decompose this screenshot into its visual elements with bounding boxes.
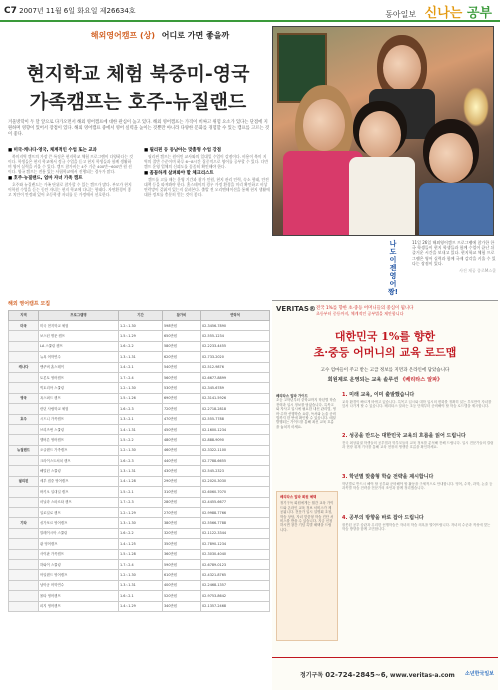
caption-char: 젠 [389, 264, 397, 272]
photo-caption [412, 240, 496, 273]
table-cell: 02-512-9876 [201, 362, 270, 372]
table-cell: 기타 [9, 518, 39, 528]
table-row [9, 424, 270, 434]
ad-question [342, 391, 494, 426]
table-cell: 540만원 [163, 362, 201, 372]
photo-vertical-caption [378, 240, 408, 296]
table-cell: 영국 [9, 393, 39, 403]
table-cell: 02-555-1234 [201, 331, 270, 341]
table-cell: 02-6789-0123 [201, 559, 270, 569]
table-cell: 360만원 [163, 549, 201, 559]
table-cell: 02-1122-3344 [201, 528, 270, 538]
table-cell: 02-345-6789 [201, 383, 270, 393]
table-cell: 02-2718-2818 [201, 404, 270, 414]
table-row [9, 383, 270, 393]
shirt [419, 183, 493, 236]
ad-question [342, 432, 494, 467]
photo-credit: 사진 제공 종로M스쿨 [459, 268, 496, 274]
table-cell: 1.5∼2.1 [119, 487, 163, 497]
article-kicker [60, 30, 260, 41]
table-cell [9, 549, 39, 559]
table-cell: 1.5∼1.29 [119, 331, 163, 341]
table-cell: 1.5∼1.28 [119, 549, 163, 559]
table-cell: 1.6∼2.1 [119, 591, 163, 601]
ad-subtitle: 고수 엄마들이 주고 받는 고급 정보를 지면과 온라인에 담았습니다 [320, 368, 450, 373]
table-cell [9, 352, 39, 362]
table-cell [9, 404, 39, 414]
table-cell: 610만원 [163, 570, 201, 580]
table-cell: 1.3∼1.31 [119, 352, 163, 362]
table-row [9, 559, 270, 569]
face [383, 45, 421, 91]
table-cell [9, 341, 39, 351]
table-cell: 350만원 [163, 539, 201, 549]
table-cell: 1.7∼2.4 [119, 559, 163, 569]
table-cell: 미국 [9, 321, 39, 331]
table-cell: 사이판 가족캠프 [39, 549, 119, 559]
table-cell: 1.6∼2.2 [119, 528, 163, 538]
ad-question-text: 교육 환경이 빠르게 바뀌고 있습니다. 특목고 입시와 대학 입시의 변화를 정확히 읽는 부모만이 자녀를 앞서 나가게 할 수 있습니다. 베리타스 알파는 초등 단계부터 준비해야 할 학습 로드맵을 제시합니다. [342, 400, 492, 409]
table-cell: 650만원 [163, 331, 201, 341]
table-cell [9, 508, 39, 518]
table-cell: 옥스퍼드 캠프 [39, 393, 119, 403]
table-row [9, 331, 270, 341]
table-cell: 02-7890-1234 [201, 539, 270, 549]
table-cell: 02-888-9090 [201, 435, 270, 445]
table-cell: 02-3141-5926 [201, 393, 270, 403]
table-cell: 02-7788-6655 [201, 456, 270, 466]
table-row [9, 528, 270, 538]
ad-questions [342, 391, 494, 653]
table-cell [9, 539, 39, 549]
column-header: 기간 [119, 311, 163, 321]
table-row [9, 591, 270, 601]
table-row [9, 570, 270, 580]
table-cell: 1.4∼2.1 [119, 362, 163, 372]
ad-cta-prefix: 회원제로 운영되는 교육 솔루션 [327, 377, 399, 383]
table-cell: 1.5∼1.26 [119, 393, 163, 403]
ad-question-number: 4. [342, 515, 348, 521]
table-cell [9, 601, 39, 611]
table-cell: 1.4∼1.28 [119, 476, 163, 486]
table-row [9, 539, 270, 549]
table-cell [9, 580, 39, 590]
table-row [9, 445, 270, 455]
table-cell: 340만원 [163, 601, 201, 611]
section-heading: ■ 필리핀 등 동남아는 맞춤형 수업 강점 [144, 148, 221, 153]
table-cell: 02-4321-8765 [201, 570, 270, 580]
veritas-ad [272, 300, 498, 690]
table-cell: 530만원 [163, 383, 201, 393]
table-cell: 02-6677-8899 [201, 372, 270, 382]
series-tag: 해외영어캠프 (상) [90, 31, 155, 40]
issue-number: 제26634호 [99, 7, 136, 15]
table-cell: 02-2468-1357 [201, 580, 270, 590]
article-photo [272, 26, 494, 236]
ad-box-text: 정기구독 회원에게는 월간 교육 가이드와 온라인 교육 정보 서비스가 제공됩니다. 전문가 입시 설명회 초청, 학습 상담, 자녀 맞춤형 학습 진단 서비스를 받을 수 있습니다. 지금 신청하시면 창간 기념 특별 혜택을 드립니다. [280, 501, 334, 532]
table-cell [9, 466, 39, 476]
table-cell: 피지 영어캠프 [39, 601, 119, 611]
section-text: 필리핀 캠프는 원어민 교사와의 일대일 수업이 강점이다. 비용이 북미 지역의 절반 수준이며 하루 6∼8시간 집중적으로 영어를 공부할 수 있다. 다만 캠프 운영 업체의 신뢰도를 꼼꼼히 확인해야 한다. [144, 154, 268, 169]
table-cell: 1.2∼1.30 [119, 383, 163, 393]
table-cell: 02-733-2020 [201, 352, 270, 362]
page-header [0, 0, 500, 22]
table-cell [9, 456, 39, 466]
table-row [9, 476, 270, 486]
table-cell: 320만원 [163, 528, 201, 538]
kicker-text: 어디로 가면 좋을까 [161, 31, 230, 40]
article-column-2 [144, 146, 270, 280]
ad-title-line-2: 초·중등 어머니의 교육 로드맵 [313, 346, 457, 359]
table-cell: 1.6∼2.2 [119, 341, 163, 351]
newspaper-name: 동아일보 [385, 10, 417, 19]
section-text: 호주와 뉴질랜드는 가족 단위로 참가할 수 있는 캠프가 많다. 부모가 현지 어학원 수업을 듣는 동안 자녀는 현지 학교에 다니는 형태다. 자연환경이 좋고 치안이 안정돼 있어 초등학생 자녀를 둔 가정에서 선호한다. [8, 182, 132, 197]
ad-left-text: 초등 고학년부터 중학교까지 학년별 학습 전략과 입시 정보를 담았습니다. 특목고와 자사고 입시에 필요한 내신 관리법, 영어·수학 선행학습 요령, 독서와 논술 준비법까지 한 번에 확인할 수 있습니다. 매달 발행되는 가이드를 통해 최신 교육 흐름을 놓치지 마세요. [276, 398, 336, 429]
table-cell: 런던 사립학교 체험 [39, 404, 119, 414]
table-row [9, 466, 270, 476]
table-cell: 브리즈번 스쿨링 [39, 424, 119, 434]
ad-left-label: 베리타스 알파 가이드 [276, 394, 308, 398]
table-row [9, 321, 270, 331]
table-cell: 1.4∼1.31 [119, 424, 163, 434]
face [429, 133, 473, 183]
table-cell: 뉴질랜드 [9, 445, 39, 455]
section-brand [385, 2, 492, 21]
ad-brand-logo: VERITAS® [276, 305, 316, 313]
ad-contact: 정기구독 02-724-2845~6, www.veritas-a.com [300, 671, 455, 679]
table-cell: 598만원 [163, 321, 201, 331]
table-row [9, 362, 270, 372]
page-info [4, 6, 136, 16]
caption-char: 이 [389, 256, 397, 264]
photo-caption-text: 11일 26일 해외영어캠프 프로그램에 참가한 한국 학생들이 현지 학생들과 함께 수업이 끝난 뒤 즐거운 시간을 보내고 있다. 현지학교 체험 프로그램은 영어 실력과 함께 국제 감각을 키울 수 있다는 장점이 있다. [412, 240, 496, 266]
table-cell [9, 372, 39, 382]
table-cell: 아일랜드 영어캠프 [39, 570, 119, 580]
table-cell: 380만원 [163, 518, 201, 528]
table-cell [9, 591, 39, 601]
table-row [9, 404, 270, 414]
table-cell [9, 559, 39, 569]
table-cell: 580만원 [163, 341, 201, 351]
headline-line-1: 현지학교 체험 북중미-영국 [26, 63, 250, 85]
table-row [9, 601, 270, 611]
ad-question-title [342, 432, 494, 439]
table-cell: 괌 영어캠프 [39, 539, 119, 549]
table-cell: 캐나다 [9, 362, 39, 372]
table-cell: 바기오 일대일 캠프 [39, 487, 119, 497]
table-cell [9, 570, 39, 580]
table-cell: 해밀턴 스쿨링 [39, 466, 119, 476]
table-cell: 02-2020-3030 [201, 476, 270, 486]
table-row [9, 435, 270, 445]
table-cell: 280만원 [163, 497, 201, 507]
table-cell: 1.3∼1.30 [119, 518, 163, 528]
table-cell: 1.2∼1.29 [119, 508, 163, 518]
table-cell: 02-3030-4040 [201, 549, 270, 559]
ad-question-title [342, 473, 494, 480]
table-body [9, 321, 270, 612]
column-header: 프로그램명 [39, 311, 119, 321]
ad-question-text: 잘못된 공부 습관과 무리한 선행학습은 자녀의 학습 의욕을 떨어뜨립니다. 자녀의 수준과 적성에 맞는 학습 방향을 함께 고민합니다. [342, 523, 491, 532]
ad-tagline: 전국 1%를 향한 초·중등 어머니들의 중심이 됩니다 [316, 306, 414, 311]
table-cell: 690만원 [163, 393, 201, 403]
table-title: 해외 영어캠프 모집 [8, 301, 51, 307]
face [303, 99, 345, 151]
table-cell [9, 497, 39, 507]
table-row [9, 518, 270, 528]
table-cell: 02-4455-6677 [201, 497, 270, 507]
ad-url[interactable]: www.veritas-a.com [390, 672, 455, 679]
table-cell: 몰타 영어캠프 [39, 591, 119, 601]
shirt [349, 157, 415, 236]
table-cell: LA 스쿨링 캠프 [39, 341, 119, 351]
table-cell: 590만원 [163, 559, 201, 569]
table-cell: 460만원 [163, 445, 201, 455]
table-cell [9, 383, 39, 393]
issue-date: 2007년 11월 6일 화요일 [19, 7, 98, 15]
table-cell: 미국 현지학교 체험 [39, 321, 119, 331]
table-cell: 빅토리아 스쿨링 [39, 383, 119, 393]
table-cell: 1.7∼2.3 [119, 497, 163, 507]
caption-char: 짱! [388, 288, 398, 296]
ad-box-label: 베리타스 알파 회원 혜택 [280, 495, 317, 499]
table-cell: 1.4∼1.25 [119, 539, 163, 549]
table-cell: 뉴욕 어학연수 [39, 352, 119, 362]
lamp [463, 87, 489, 127]
caption-char: 나 [389, 240, 397, 248]
table-cell: 440만원 [163, 456, 201, 466]
table-cell: 1.3∼1.31 [119, 466, 163, 476]
ad-question-text: 전국 최상위권 학생들의 공부법과 학부모들의 교육 정보를 분석해 전해 드립니다. 입시 전문가들의 칼럼과 현장 취재 기사를 통해 교육 현장의 생생한 흐름을 확인하세요. [342, 441, 494, 450]
table-row [9, 341, 270, 351]
ad-question-heading: 공부의 방향을 바로 잡아 드립니다 [349, 515, 424, 521]
section-text: 북미지역 캠프의 가장 큰 특징은 현지학교 체험 프로그램이 다양하다는 것이다. 학생들은 현지 학교에서 정규 수업을 듣고 현지 학생들과 함께 생활하며 영어 실력을 키울 수 있다. 캠프 참가비는 4주 기준 400만∼600만 원 선이다. 영국 캠프는 전통 있는 사립학교에서 진행되는 경우가 많다. [8, 154, 133, 174]
table-row [9, 456, 270, 466]
table-cell [9, 435, 39, 445]
ad-question [342, 473, 494, 508]
article-column-1 [8, 146, 134, 280]
table-cell: 일로일로 캠프 [39, 508, 119, 518]
caption-char: 영 [389, 272, 397, 280]
table-cell: 밴쿠버 홈스테이 [39, 362, 119, 372]
ad-footer [272, 657, 498, 691]
table-cell: 02-9988-7766 [201, 508, 270, 518]
ad-question-number: 3. [342, 474, 348, 480]
table-cell [9, 487, 39, 497]
table-cell: 멜버른 영어캠프 [39, 435, 119, 445]
table-row [9, 580, 270, 590]
table-cell: 토론토 영어캠프 [39, 372, 119, 382]
table-cell: 1.6∼2.3 [119, 456, 163, 466]
table-row [9, 487, 270, 497]
table-row [9, 352, 270, 362]
ad-question-text: 학년별로 반드시 해야 할 공부와 준비해야 할 활동을 구체적으로 안내합니다. 영어, 수학, 과학, 논술 등 과목별 학습 전략을 전문가의 조언과 함께 정리했습니다. [342, 482, 493, 491]
table-cell: 남아공 어학연수 [39, 580, 119, 590]
ad-question-heading: 미래 교육, 이미 출발했습니다 [349, 392, 415, 398]
ad-title-line-1: 대한민국 1%를 향한 [334, 330, 436, 343]
face [359, 111, 401, 159]
table-cell: 1.6∼2.3 [119, 404, 163, 414]
section-heading: ■ 꼼꼼하게 살펴봐야 할 체크리스트 [144, 171, 214, 176]
ad-question-number: 1. [342, 392, 348, 398]
table-cell: 필리핀 [9, 476, 39, 486]
ad-phone-label: 정기구독 [300, 672, 324, 679]
table-cell: 1.2∼1.30 [119, 321, 163, 331]
ad-question-title [342, 391, 494, 398]
table-cell: 310만원 [163, 487, 201, 497]
table-cell [9, 424, 39, 434]
table-cell: 450만원 [163, 424, 201, 434]
ad-phone: 02-724-2845~6 [325, 671, 386, 679]
ad-publisher: 소년한국일보 [465, 671, 494, 677]
column-header: 지역 [9, 311, 39, 321]
caption-char: 도 [389, 248, 397, 256]
table-cell: 하와이 스쿨링 [39, 559, 119, 569]
ad-cta [272, 376, 498, 383]
camp-table [8, 310, 270, 612]
table-cell: 480만원 [163, 435, 201, 445]
table-cell: 1.3∼1.31 [119, 580, 163, 590]
table-cell: 말레이시아 스쿨링 [39, 528, 119, 538]
table-cell: 오클랜드 가족캠프 [39, 445, 119, 455]
brand-word-a: 신나는 [424, 6, 463, 21]
ad-question-title [342, 514, 494, 521]
article-lead: 겨울방학이 두 달 앞으로 다가오면서 해외 영어캠프에 대한 관심이 높고 있다. 해외 영어캠프는 가격이 비싸고 위험 요소가 있다는 단점에 지원하며 영향이 있어서 장점이 있다. 해외 영어캠프 중에서 영어 실력을 높이는 것뿐만 아니라 다양한 문화를 경험할 수 있는 캠프를 고르는 것이 좋다. [8, 120, 270, 137]
table-cell: 720만원 [163, 404, 201, 414]
section-heading: ■ 미국·캐나다·영국, 체계적인 수업 또는 교과 [8, 148, 97, 153]
column-header: 연락처 [201, 311, 270, 321]
column-header: 참가비 [163, 311, 201, 321]
ad-question-heading: 성공을 만드는 대한민국 교육의 흐름을 읽어 드립니다 [349, 433, 466, 439]
ad-benefit-box [276, 491, 338, 641]
table-cell: 시드니 가족캠프 [39, 414, 119, 424]
section-heading: ■ 호주·뉴질랜드, 엄마 자녀 가족 캠프 [8, 176, 83, 181]
article-body [8, 146, 270, 280]
table-cell: 290만원 [163, 476, 201, 486]
table-row [9, 508, 270, 518]
ad-question-number: 2. [342, 433, 348, 439]
ad-tagline-2: 초등부터 중등까지, 체계적인 공부법을 제안합니다 [316, 311, 404, 316]
table-cell: 520만원 [163, 591, 201, 601]
table-cell: 02-3456-7890 [201, 321, 270, 331]
table-cell: 02-2233-4455 [201, 341, 270, 351]
table-cell: 1.7∼2.4 [119, 372, 163, 382]
table-cell: 세부 집중 영어캠프 [39, 476, 119, 486]
table-cell: 1.2∼1.30 [119, 445, 163, 455]
table-cell: 02-545-2323 [201, 466, 270, 476]
table-cell: 02-1600-1234 [201, 424, 270, 434]
table-cell: 270만원 [163, 508, 201, 518]
table-cell: 1.4∼1.29 [119, 601, 163, 611]
table-cell: 1.2∼1.30 [119, 570, 163, 580]
table-cell: 470만원 [163, 414, 201, 424]
headline-line-2: 가족캠프는 호주-뉴질랜드 [29, 91, 247, 113]
table-cell: 02-1357-2468 [201, 601, 270, 611]
table-row [9, 497, 270, 507]
table-cell: 02-555-7788 [201, 414, 270, 424]
ad-cta-brand: 《베리타스 알파》 [400, 377, 443, 383]
page-number: C7 [4, 6, 17, 16]
section-text: 캠프를 고를 때는 운영 기간과 참가 인원, 현지 관리 인력, 숙소 형태, 안전 대책 등을 따져봐야 한다. 홈스테이의 경우 가정 환경을 미리 확인하고 비상 연락망이 갖춰져 있는지 살펴본다. 출발 전 오리엔테이션을 통해 현지 생활에 대한 정보를 충분히 얻는 것이 좋다. [144, 177, 270, 197]
ad-question-heading: 학년별 맞춤형 학습 전략을 제시합니다 [349, 474, 434, 480]
table-header-row [9, 311, 270, 321]
table-cell: 400만원 [163, 580, 201, 590]
table-cell [9, 528, 39, 538]
table-cell: 02-6060-7070 [201, 487, 270, 497]
table-cell: 마닐라 스파르타 캠프 [39, 497, 119, 507]
table-cell: 1.5∼2.2 [119, 435, 163, 445]
table-cell [9, 331, 39, 341]
table-cell: 보스턴 명문 캠프 [39, 331, 119, 341]
table-row [9, 393, 270, 403]
ad-question [342, 514, 494, 549]
table-cell: 크라이스트처치 캠프 [39, 456, 119, 466]
table-cell: 02-5566-7788 [201, 518, 270, 528]
table-cell: 1.3∼2.1 [119, 414, 163, 424]
table-cell: 호주 [9, 414, 39, 424]
brand-word-b: 공부 [466, 6, 492, 21]
table-row [9, 549, 270, 559]
article-headline [8, 60, 268, 116]
table-cell: 02-9753-8642 [201, 591, 270, 601]
table-cell: 620만원 [163, 352, 201, 362]
table-cell: 430만원 [163, 466, 201, 476]
table-cell: 560만원 [163, 372, 201, 382]
table-row [9, 372, 270, 382]
table-cell: 싱가포르 영어캠프 [39, 518, 119, 528]
caption-char: 어 [389, 280, 397, 288]
table-cell: 02-3322-1100 [201, 445, 270, 455]
table-row [9, 414, 270, 424]
